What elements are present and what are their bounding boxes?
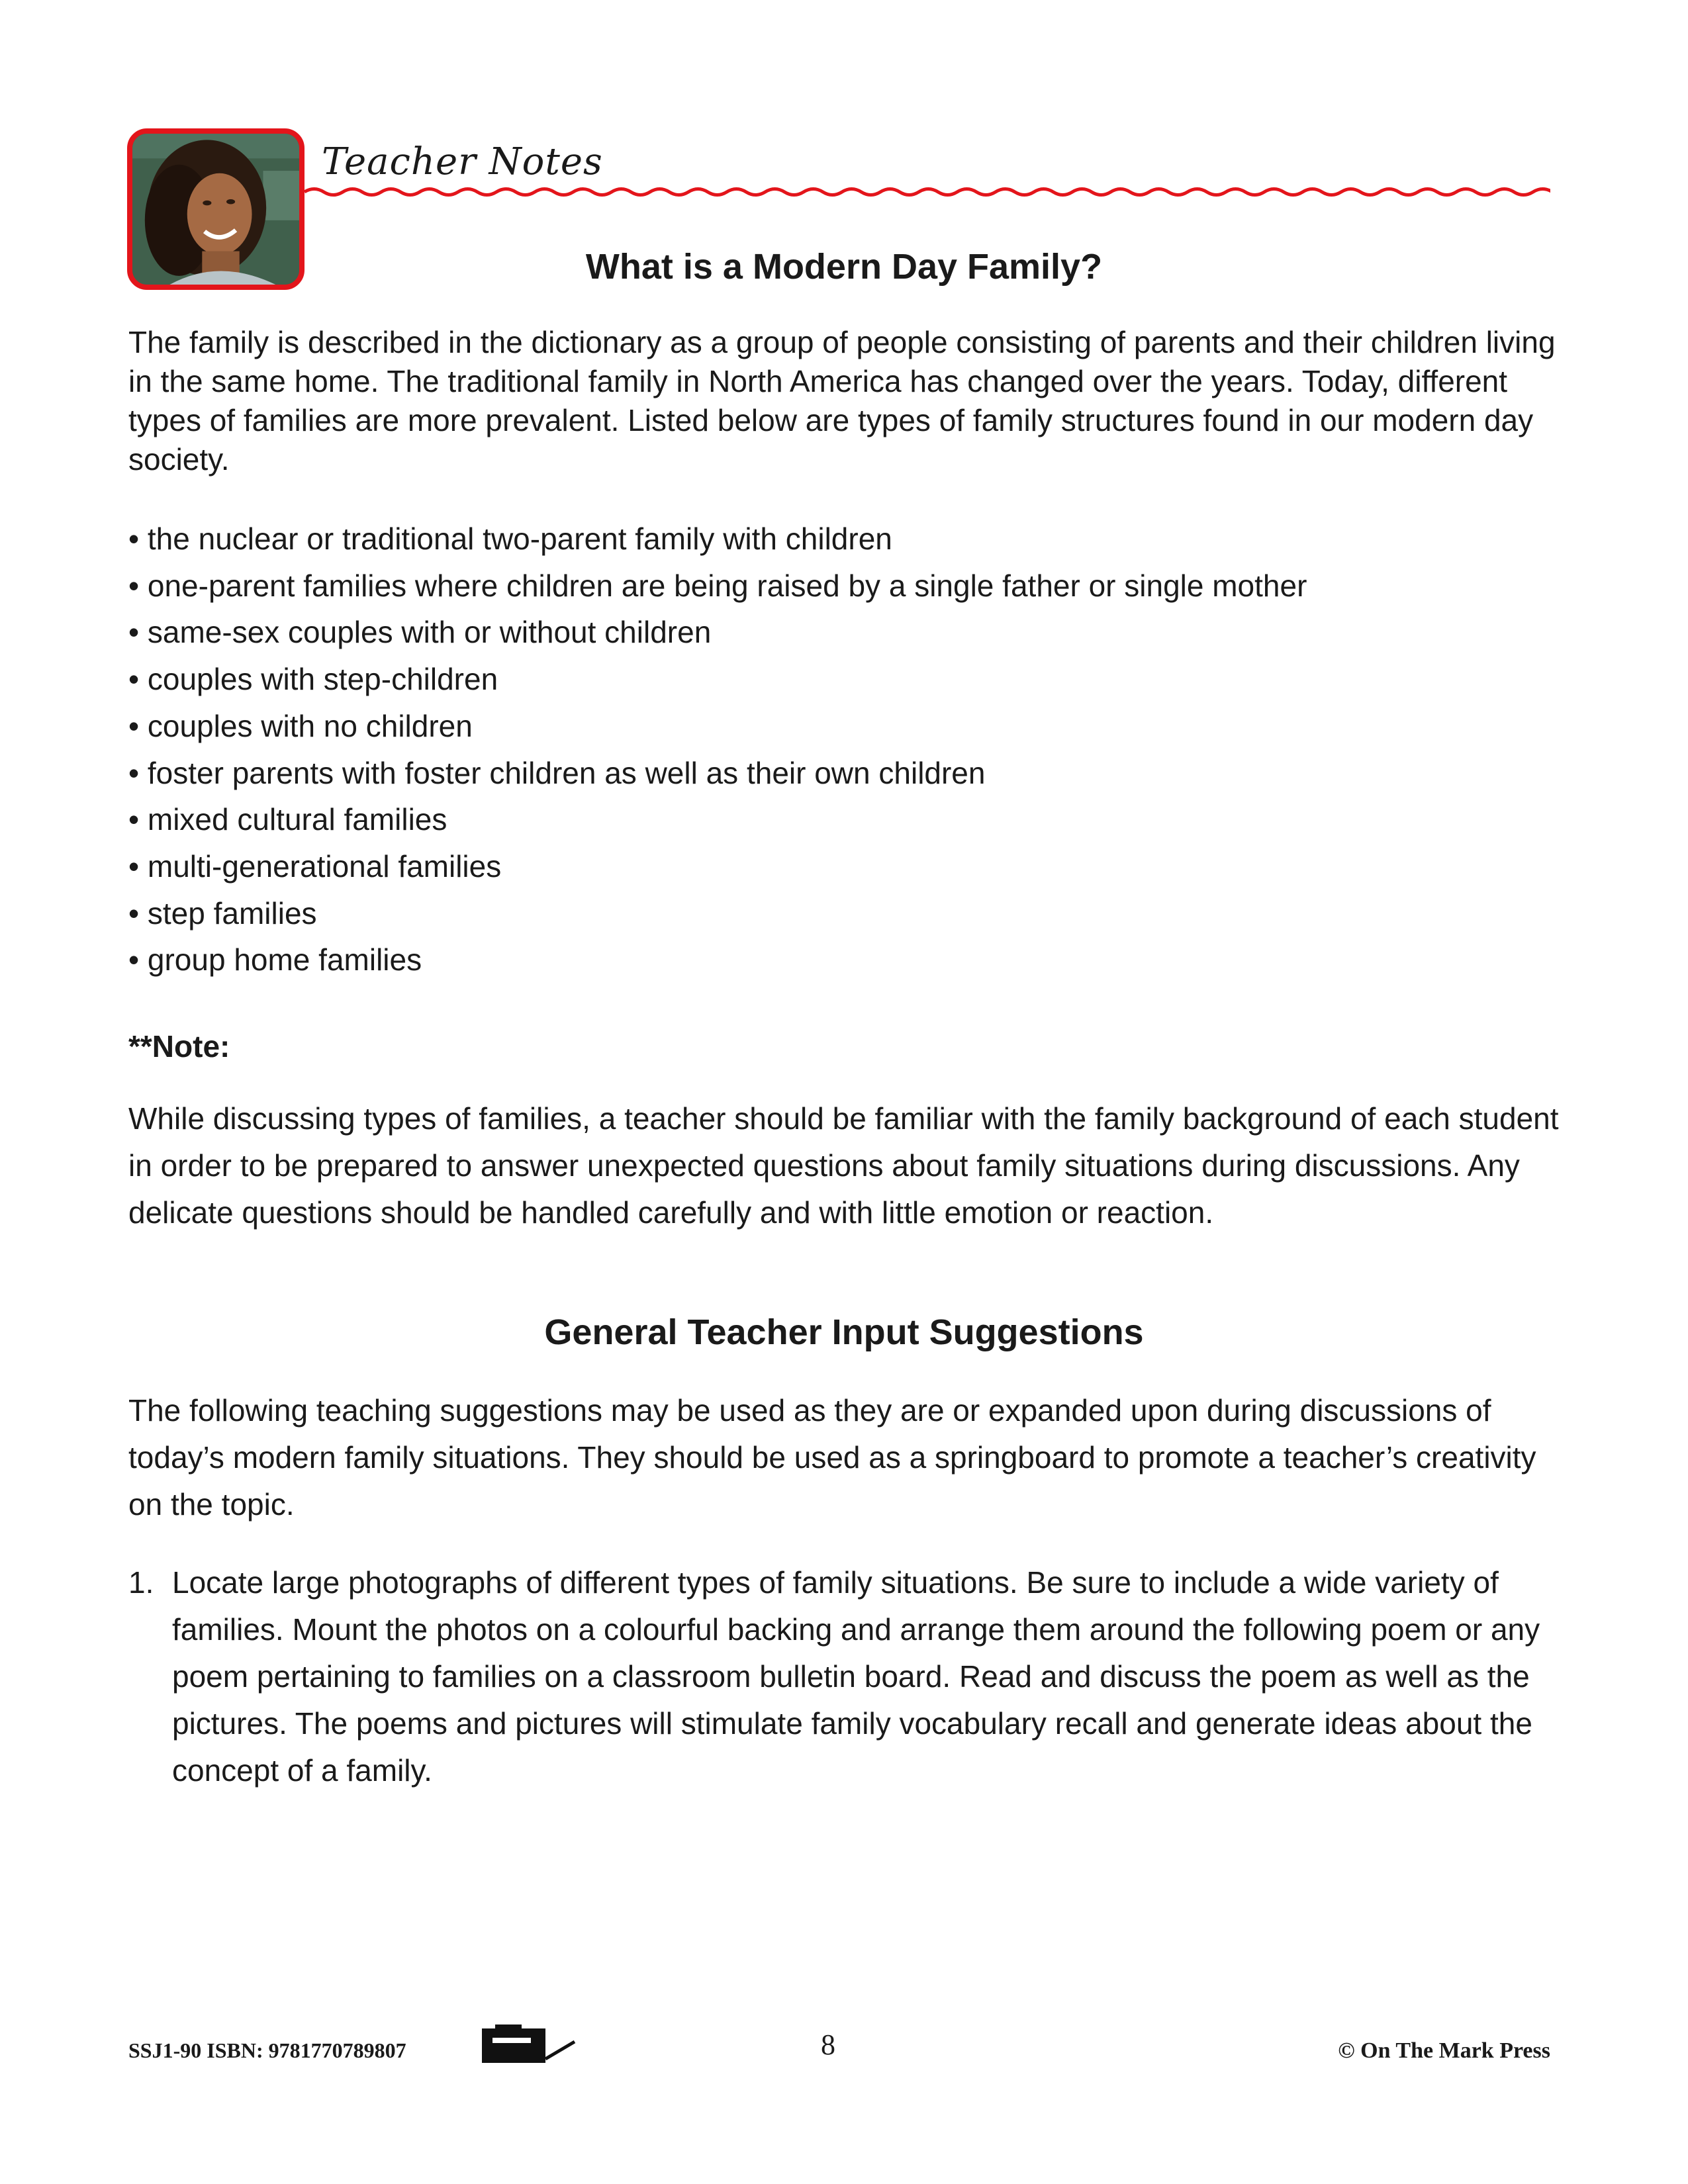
- note-paragraph: While discussing types of families, a teacher should be familiar with the family background of each student in order to be prepared to answer unexpected questions about family situations during discussions. Any delicate questions should be handled carefully and with little emotion or reaction.: [128, 1101, 1559, 1230]
- list-item: • foster parents with foster children as well as their own children: [128, 750, 1571, 797]
- intro-paragraph: The family is described in the dictionary as a group of people consisting of parents and their children living in the same home. The traditional family in North America has changed over the years. Today, different types of families are more prevalent. Listed below are types of family structures found in our modern day society.: [128, 325, 1556, 477]
- list-item: • one-parent families where children are being raised by a single father or single mother: [128, 563, 1571, 610]
- list-item: • group home families: [128, 936, 1571, 983]
- footer-copyright: © On The Mark Press: [1338, 2038, 1550, 2063]
- list-item: • couples with no children: [128, 703, 1571, 750]
- list-item: • the nuclear or traditional two-parent family with children: [128, 516, 1571, 563]
- section-heading: General Teacher Input Suggestions: [544, 1312, 1144, 1352]
- list-item: • multi-generational families: [128, 843, 1571, 890]
- note-label: **Note:: [128, 1029, 230, 1064]
- list-item: • couples with step-children: [128, 656, 1571, 703]
- section-label: Teacher Notes: [322, 140, 603, 183]
- family-types-list: [128, 516, 1571, 983]
- page-title: What is a Modern Day Family?: [585, 247, 1103, 287]
- item-text: Locate large photographs of different types of family situations. Be sure to include a wide variety of families. Mount the photos on a colourful backing and arrange them around the following poem or any poem pertaining to families on a classroom bulletin board. Read and discuss the poem as well as the pictures. The poems and pictures will stimulate family vocabulary recall and generate ideas about the concept of a family.: [172, 1565, 1540, 1788]
- suggestions-intro: The following teaching suggestions may be used as they are or expanded upon during discussions of today’s modern family situations. They should be used as a springboard to promote a teacher’s creativity on the topic.: [128, 1393, 1536, 1522]
- list-item: • same-sex couples with or without children: [128, 609, 1571, 656]
- press-logo-icon: [481, 2022, 577, 2066]
- list-item: • step families: [128, 890, 1571, 937]
- list-item: • mixed cultural families: [128, 796, 1571, 843]
- page-number: 8: [821, 2028, 835, 2061]
- item-number: 1.: [128, 1565, 154, 1600]
- footer-isbn: SSJ1-90 ISBN: 9781770789807: [128, 2038, 406, 2062]
- wavy-divider: [305, 179, 1550, 205]
